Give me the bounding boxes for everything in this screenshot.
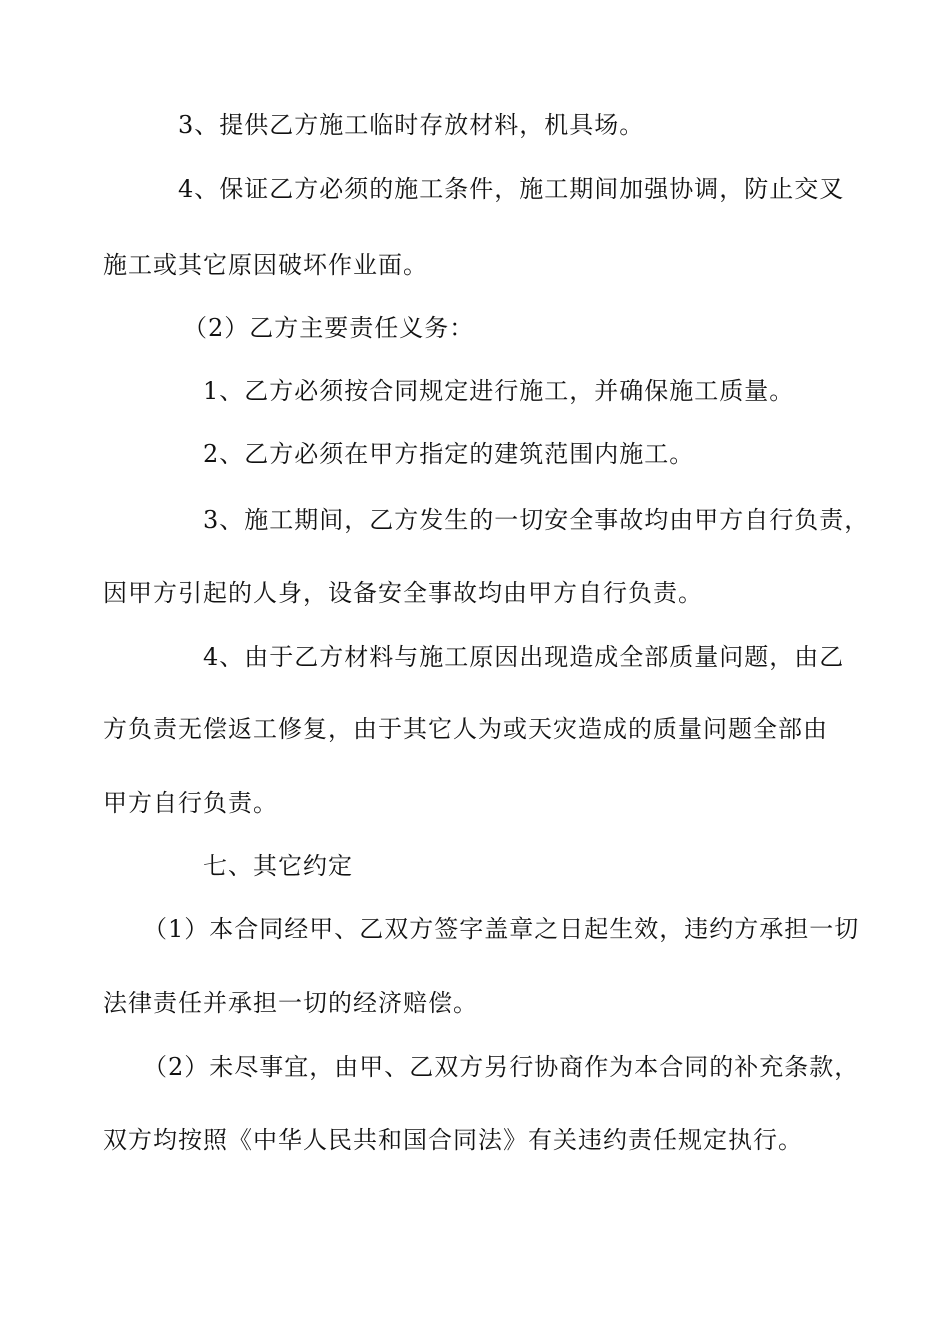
paragraph-line: 方负责无偿返工修复，由于其它人为或天灾造成的质量问题全部由 <box>103 715 828 743</box>
section-heading: （2）乙方主要责任义务： <box>183 314 475 342</box>
paragraph-line: 1、乙方必须按合同规定进行施工，并确保施工质量。 <box>203 377 795 405</box>
paragraph-line: 施工或其它原因破坏作业面。 <box>103 251 428 279</box>
paragraph-line: 2、乙方必须在甲方指定的建筑范围内施工。 <box>203 440 695 468</box>
paragraph-line: 3、提供乙方施工临时存放材料，机具场。 <box>178 111 645 139</box>
paragraph-line: 双方均按照《中华人民共和国合同法》有关违约责任规定执行。 <box>103 1126 803 1154</box>
paragraph-line: 4、保证乙方必须的施工条件，施工期间加强协调，防止交叉 <box>178 175 845 203</box>
paragraph-line: （1）本合同经甲、乙双方签字盖章之日起生效，违约方承担一切 <box>143 915 860 943</box>
paragraph-line: 甲方自行负责。 <box>103 789 278 817</box>
paragraph-line: 因甲方引起的人身，设备安全事故均由甲方自行负责。 <box>103 579 703 607</box>
paragraph-line: 4、由于乙方材料与施工原因出现造成全部质量问题，由乙 <box>203 643 845 671</box>
paragraph-line: 3、施工期间，乙方发生的一切安全事故均由甲方自行负责， <box>203 506 870 534</box>
paragraph-line: 法律责任并承担一切的经济赔偿。 <box>103 989 478 1017</box>
paragraph-line: （2）未尽事宜，由甲、乙双方另行协商作为本合同的补充条款， <box>143 1053 860 1081</box>
section-heading: 七、其它约定 <box>203 852 353 880</box>
